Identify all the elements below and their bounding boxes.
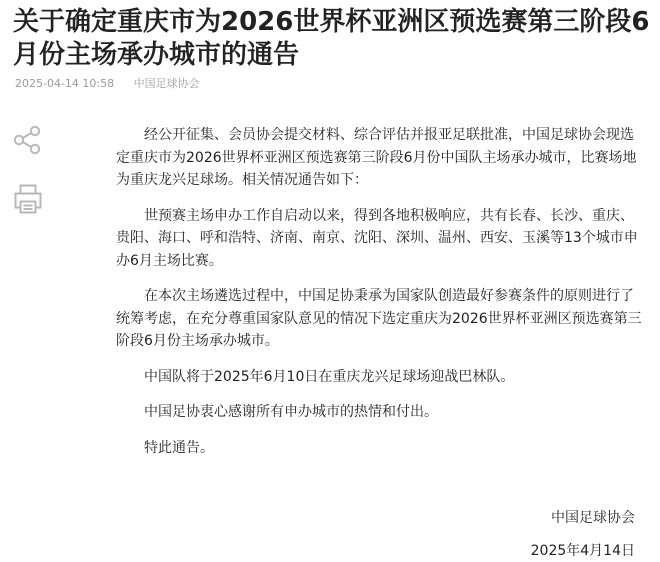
body-paragraph: 经公开征集、会员协会提交材料、综合评估并报亚足联批准，中国足球协会现选定重庆市为2026世界杯亚洲区预选赛第三阶段6月份中国队主场承办城市，比赛场地为重庆龙兴足球场。相关情况通告如下： — [116, 127, 637, 188]
article-source: 中国足球协会 — [133, 77, 200, 90]
signature-organization: 中国足球协会 — [551, 510, 635, 526]
body-paragraph: 世预赛主场申办工作自启动以来，得到各地积极响应，共有长春、长沙、重庆、贵阳、海口、呼和浩特、济南、南京、沈阳、深圳、温州、西安、玉溪等13个城市申办6月主场比赛。 — [116, 207, 638, 269]
body-paragraph: 在本次主场遴选过程中，中国足协秉承为国家队创造最好参赛条件的原则进行了统筹考虑，在充分尊重国家队意见的情况下选定重庆为2026世界杯亚洲区预选赛第三阶段6月份主场承办城市。 — [116, 288, 642, 349]
article-body — [116, 124, 646, 472]
body-paragraph: 中国足协衷心感谢所有申办城市的热情和付出。 — [144, 404, 438, 420]
share-icon[interactable] — [12, 124, 44, 156]
signature-date: 2025年4月14日 — [530, 543, 635, 559]
publish-date: 2025-04-14 10:58 — [15, 77, 115, 90]
article-meta — [15, 77, 200, 91]
body-paragraph: 中国队将于2025年6月10日在重庆龙兴足球场迎战巴林队。 — [144, 368, 515, 385]
print-icon[interactable] — [12, 183, 44, 215]
article-title: 关于确定重庆市为2026世界杯亚洲区预选赛第三阶段6月份主场承办城市的通告 — [13, 7, 650, 70]
body-paragraph: 特此通告。 — [144, 439, 214, 456]
